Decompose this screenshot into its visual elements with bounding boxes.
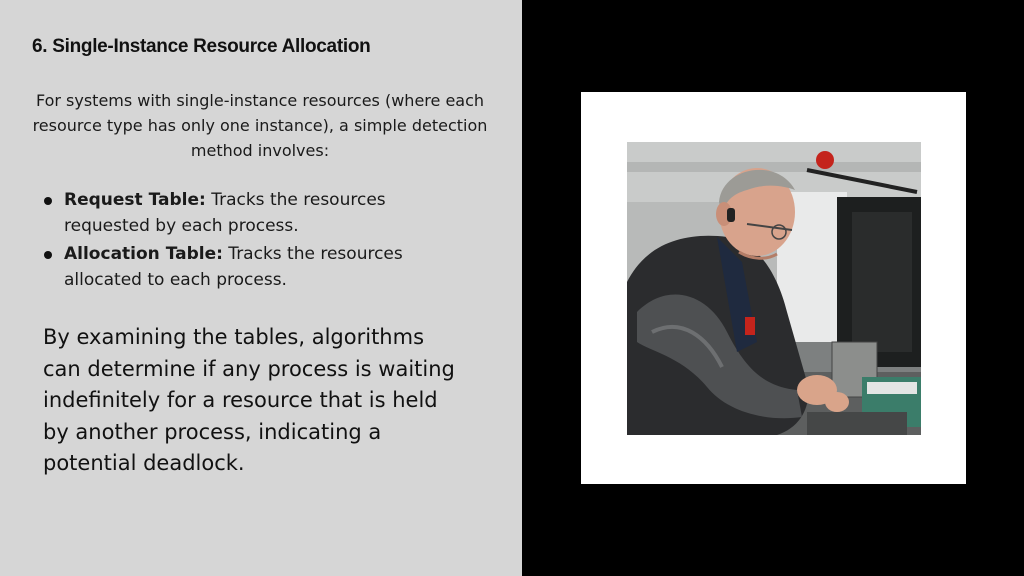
- photo-image: [627, 142, 921, 435]
- bullet-list: [44, 187, 424, 295]
- intro-paragraph: For systems with single-instance resources (where each resource type has only one instance), a simple detection method involves:: [32, 91, 488, 160]
- summary-paragraph: By examining the tables, algorithms can determine if any process is waiting indefinitely for a resource that is held by another process, indicating a potential deadlock.: [43, 325, 455, 475]
- bullet-term: Allocation Table:: [64, 244, 223, 264]
- bullet-text: Tracks the resources requested by each process.: [64, 190, 386, 236]
- bullet-allocation-table: [44, 241, 424, 293]
- photo-illustration: [627, 142, 921, 435]
- bullet-request-table: [44, 187, 424, 239]
- bullet-text: Tracks the resources allocated to each process.: [64, 244, 403, 290]
- image-panel: [522, 0, 1024, 576]
- bullet-term: Request Table:: [64, 190, 206, 210]
- slide-title: 6. Single-Instance Resource Allocation: [32, 36, 371, 57]
- bullet-dot-icon: [44, 251, 52, 259]
- photo-frame: [581, 92, 966, 484]
- bullet-dot-icon: [44, 197, 52, 205]
